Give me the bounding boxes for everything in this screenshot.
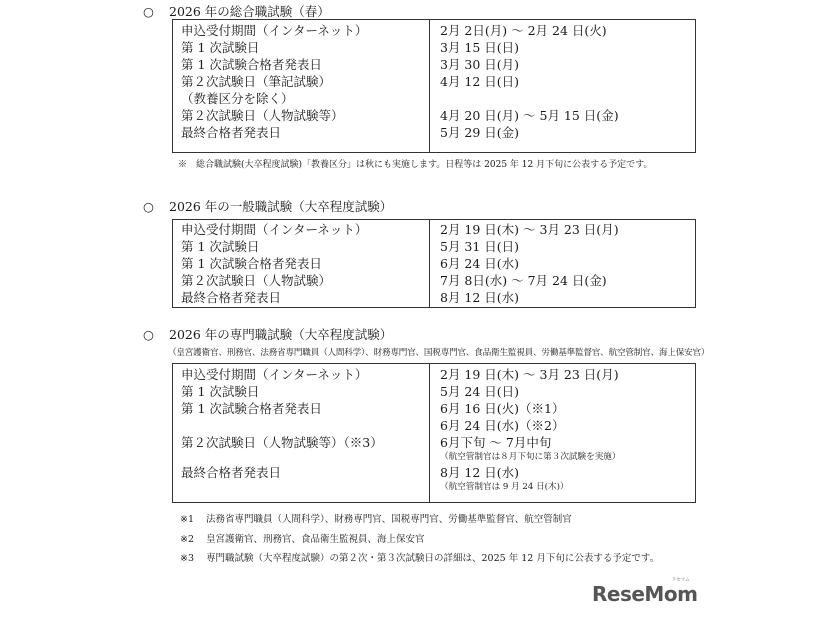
- table-row: 第 1 次試験日 3月 15 日(日): [173, 39, 696, 56]
- section-heading-senmonshoku: ○ 2026 年の専門職試験（大卒程度試験）: [143, 327, 393, 342]
- table-row: 第２次試験日（筆記試験） 4月 12 日(日): [173, 73, 696, 90]
- footnote-1: ※1 法務省専門職員（人間科学）、財務専門官、国税専門官、労働基準監督官、航空管制官: [180, 514, 572, 525]
- table-row: 第２次試験日（人物試験等）（※3） 6月下旬 ～ 7月中旬 （航空管制官は８月下旬に第３次試験を実施）: [173, 434, 696, 464]
- senmonshoku-job-list: （皇宮護衛官、刑務官、法務省専門職員（人間科学）、財務専門官、国税専門官、食品衛生監視員、労働基準監督官、航空管制官、海上保安官）: [168, 348, 710, 358]
- footnote-2: ※2 皇宮護衛官、刑務官、食品衛生監視員、海上保安官: [180, 534, 425, 545]
- table-row: 第 1 次試験合格者発表日 6月 16 日(火)（※1） 6月 24 日(水)（※2）: [173, 400, 696, 434]
- section-heading-ippanshoku: ○ 2026 年の一般職試験（大卒程度試験）: [143, 199, 393, 214]
- resemom-logo: ReseMom リセマム: [592, 577, 698, 606]
- table-row: 第 1 次試験合格者発表日 6月 24 日(水): [173, 255, 696, 272]
- table-row: 第 1 次試験日 5月 31 日(日): [173, 238, 696, 255]
- table-row: 申込受付期間（インターネット） 2月 2日(月) ～ 2月 24 日(火): [173, 20, 696, 40]
- circle-bullet-icon: ○: [143, 327, 154, 342]
- footnote-3: ※3 専門職試験（大卒程度試験）の第２次・第３次試験日の詳細は、2025 年 12 月下旬に公表する予定です。: [180, 553, 660, 564]
- table-row: 最終合格者発表日 8月 12 日(水): [173, 289, 696, 308]
- table-row: 第２次試験日（人物試験） 7月 8日(水) ～ 7月 24 日(金): [173, 272, 696, 289]
- table-row: （教養区分を除く）: [173, 90, 696, 107]
- table-row: 第 1 次試験日 5月 24 日(日): [173, 383, 696, 400]
- schedule-table-senmonshoku: [172, 363, 696, 503]
- table-row: 最終合格者発表日 8月 12 日(水) （航空管制官は 9 月 24 日(木)）: [173, 464, 696, 503]
- table-row: 第２次試験日（人物試験等） 4月 20 日(月) ～ 5月 15 日(金): [173, 107, 696, 124]
- schedule-table-ippanshoku: [172, 219, 696, 308]
- circle-bullet-icon: ○: [143, 4, 154, 19]
- circle-bullet-icon: ○: [143, 199, 154, 214]
- table-row: 申込受付期間（インターネット） 2月 19 日(木) ～ 3月 23 日(月): [173, 364, 696, 384]
- table-row: 最終合格者発表日 5月 29 日(金): [173, 124, 696, 153]
- schedule-table-sogoshoku: [172, 19, 696, 153]
- note-sogoshoku: ※ 総合職試験(大卒程度試験)「教養区分」は秋にも実施します。日程等は 2025 年 12 月下旬に公表する予定です。: [178, 160, 653, 170]
- table-row: 申込受付期間（インターネット） 2月 19 日(木) ～ 3月 23 日(月): [173, 220, 696, 239]
- table-row: 第 1 次試験合格者発表日 3月 30 日(月): [173, 56, 696, 73]
- section-heading-sogoshoku: ○ 2026 年の総合職試験（春）: [143, 4, 330, 19]
